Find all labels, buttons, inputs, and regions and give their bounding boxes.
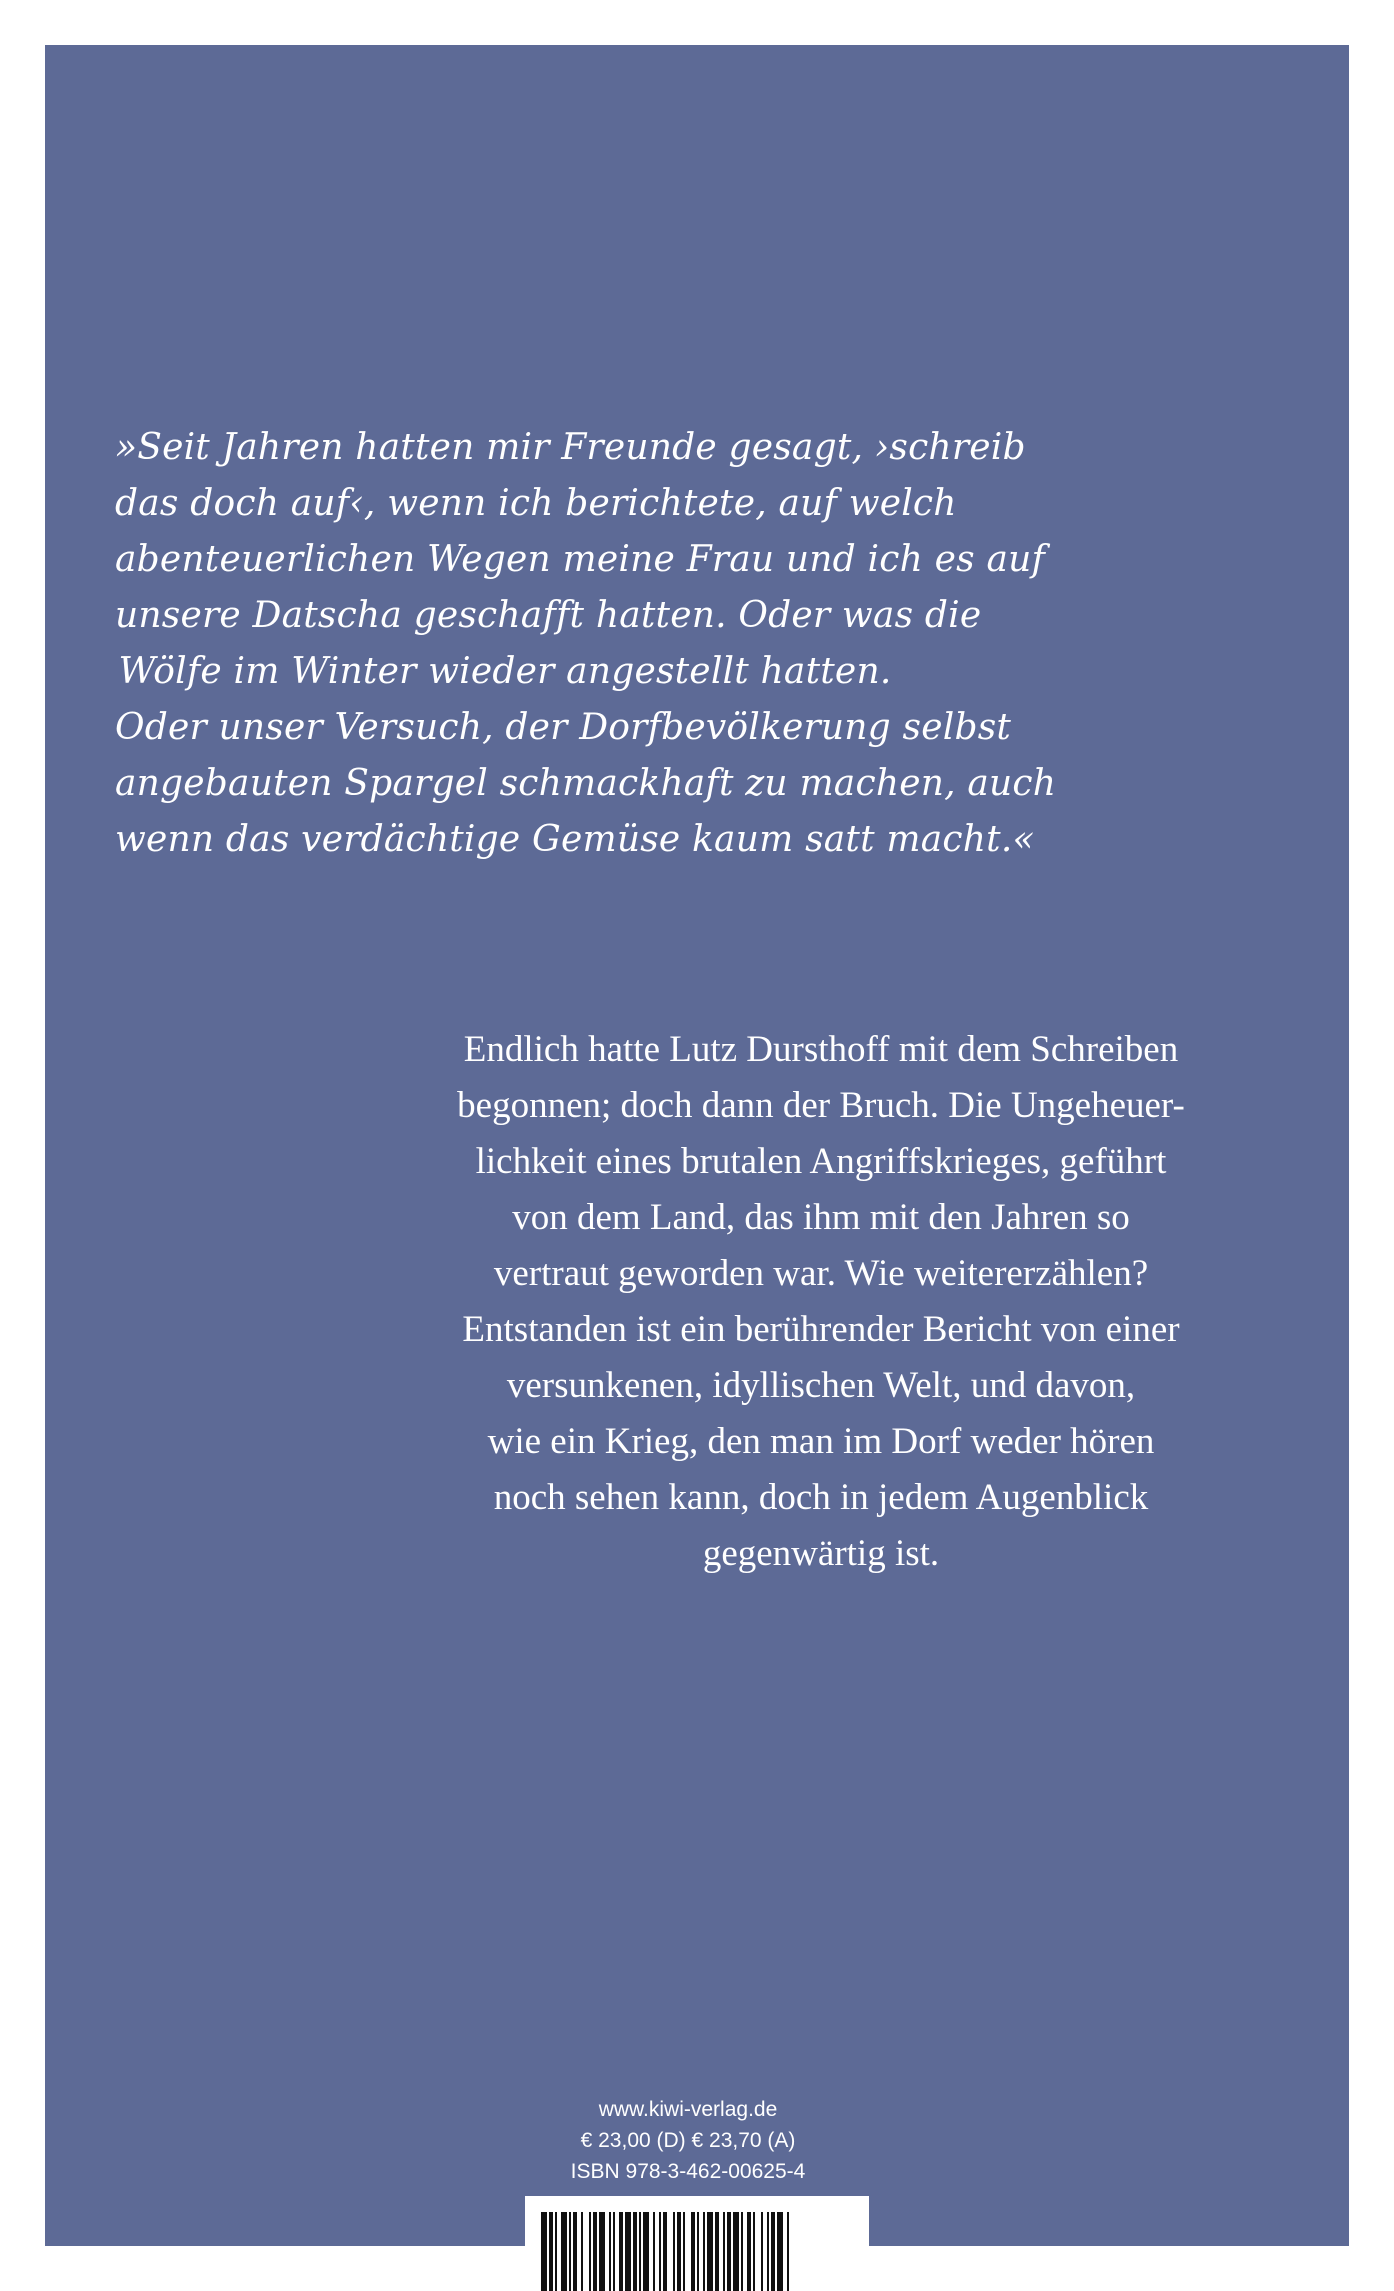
quote-line: abenteuerlichen Wegen meine Frau und ich es auf xyxy=(115,539,1046,580)
publisher-imprint xyxy=(520,2094,856,2187)
barcode-bar xyxy=(625,2212,631,2291)
blurb-line: Endlich hatte Lutz Dursthoff mit dem Schreiben xyxy=(463,1029,1179,1070)
barcode-bar xyxy=(787,2212,789,2291)
barcode-bar xyxy=(741,2212,743,2291)
blurb-line: begonnen; doch dann der Bruch. Die Ungeheuer- xyxy=(457,1085,1185,1126)
barcode-bar xyxy=(561,2212,567,2291)
barcode-bar xyxy=(703,2212,705,2291)
barcode-bar xyxy=(761,2212,763,2291)
barcode-bar xyxy=(707,2212,713,2291)
barcode-bar xyxy=(573,2212,577,2291)
quote-line: angebauten Spargel schmackhaft zu machen, auch xyxy=(115,763,1057,804)
blurb-line: Entstanden ist ein berührender Bericht von einer xyxy=(462,1309,1180,1350)
quote-line: Oder unser Versuch, der Dorfbevölkerung selbst xyxy=(115,707,1012,748)
barcode-bar xyxy=(619,2212,623,2291)
barcode-bar xyxy=(771,2212,775,2291)
barcode-bar xyxy=(777,2212,783,2291)
quote-line: unsere Datscha geschafft hatten. Oder was die xyxy=(115,595,982,636)
blurb-line: wie ein Krieg, den man im Dorf weder hören xyxy=(487,1421,1155,1462)
barcode-bar xyxy=(747,2212,751,2291)
barcode-bar xyxy=(673,2212,675,2291)
publisher-website: www.kiwi-verlag.de xyxy=(598,2098,778,2121)
isbn-number: ISBN 978-3-462-00625-4 xyxy=(570,2160,806,2183)
barcode-bar xyxy=(653,2212,655,2291)
barcode-bar xyxy=(599,2212,605,2291)
blurb-line: lichkeit eines brutalen Angriffskrieges, geführt xyxy=(475,1141,1167,1182)
barcode-bar xyxy=(733,2212,739,2291)
barcode-bar xyxy=(767,2212,769,2291)
barcode-bar xyxy=(593,2212,597,2291)
quote-line: Wölfe im Winter wieder angestellt hatten. xyxy=(118,651,892,692)
barcode-bar xyxy=(715,2212,719,2291)
blurb-line: noch sehen kann, doch in jedem Augenblick xyxy=(493,1477,1149,1518)
blurb-line: versunkenen, idyllischen Welt, und davon, xyxy=(506,1365,1136,1406)
barcode-bar xyxy=(753,2212,755,2291)
quote-line: »Seit Jahren hatten mir Freunde gesagt, ›schreib xyxy=(115,427,1026,468)
barcode-bar xyxy=(549,2212,553,2291)
barcode-bar xyxy=(613,2212,615,2291)
barcode-bar xyxy=(589,2212,591,2291)
barcode-bar xyxy=(659,2212,661,2291)
barcode-bar xyxy=(663,2212,667,2291)
barcode xyxy=(525,2196,869,2291)
barcode-bar xyxy=(643,2212,649,2291)
barcode-bar xyxy=(697,2212,699,2291)
barcode-bar xyxy=(639,2212,641,2291)
price-info: € 23,00 (D) € 23,70 (A) xyxy=(580,2129,796,2152)
barcode-bar xyxy=(609,2212,611,2291)
blurb-block xyxy=(398,1022,1244,1582)
barcode-bar xyxy=(633,2212,637,2291)
quote-line: das doch auf‹, wenn ich berichtete, auf welch xyxy=(115,483,957,524)
barcode-bar xyxy=(723,2212,725,2291)
blurb-line: gegenwärtig ist. xyxy=(702,1533,940,1574)
barcode-bar xyxy=(691,2212,695,2291)
quote-line: wenn das verdächtige Gemüse kaum satt macht.« xyxy=(115,819,1035,860)
barcode-bar xyxy=(727,2212,731,2291)
blurb-line: vertraut geworden war. Wie weitererzählen? xyxy=(493,1253,1149,1294)
barcode-bar xyxy=(569,2212,571,2291)
barcode-bar xyxy=(581,2212,583,2291)
barcode-bars-icon xyxy=(541,2212,853,2291)
barcode-bar xyxy=(555,2212,557,2291)
quote-block xyxy=(115,420,1057,868)
barcode-bar xyxy=(541,2212,547,2291)
barcode-bar xyxy=(677,2212,681,2291)
blurb-line: von dem Land, das ihm mit den Jahren so xyxy=(512,1197,1130,1238)
barcode-bar xyxy=(683,2212,685,2291)
